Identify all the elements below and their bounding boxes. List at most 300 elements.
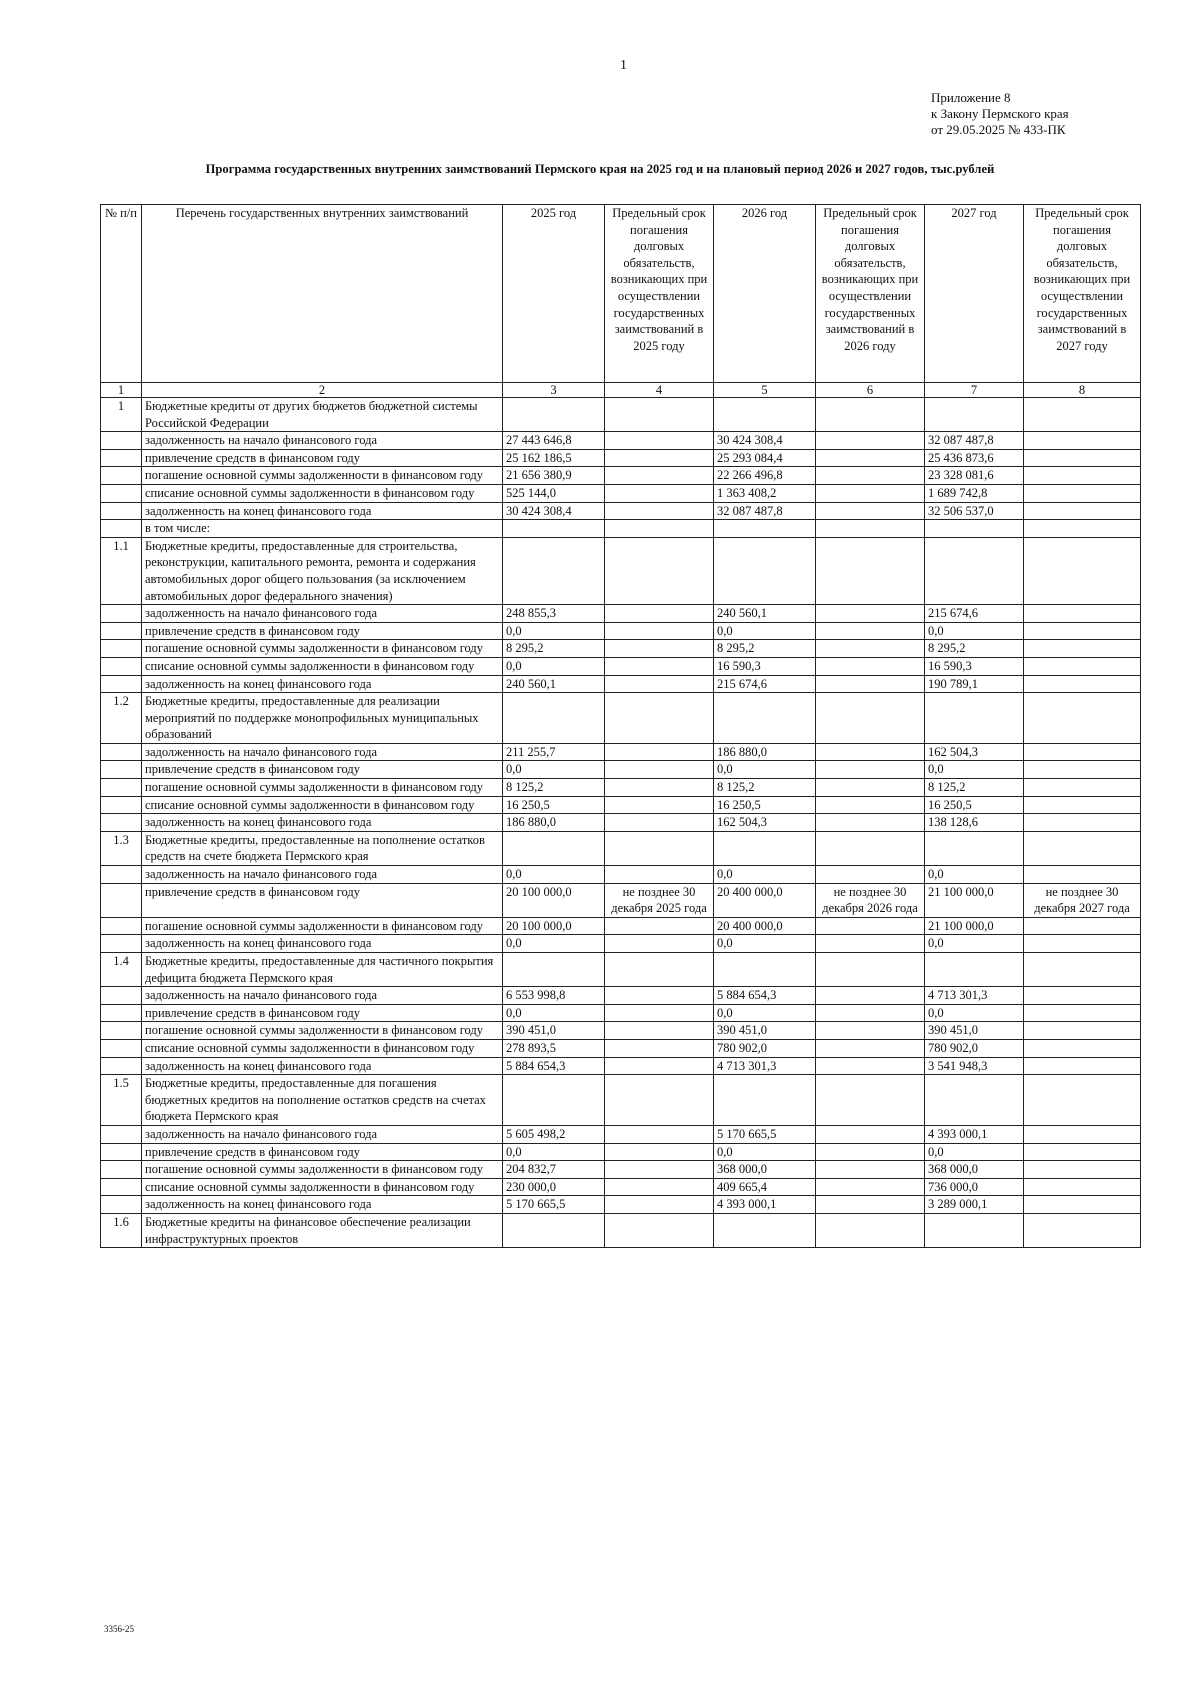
table-row <box>101 398 1141 432</box>
table-row <box>101 1057 1141 1075</box>
table-row <box>101 779 1141 797</box>
term-2026 <box>816 398 925 432</box>
table-row <box>101 1143 1141 1161</box>
row-number <box>101 467 142 485</box>
term-2026 <box>816 814 925 832</box>
header-cell-2025: 2025 год <box>503 205 605 383</box>
term-2025 <box>605 1143 714 1161</box>
row-name: Бюджетные кредиты от других бюджетов бюджетной системы Российской Федерации <box>142 398 503 432</box>
row-name: списание основной суммы задолженности в финансовом году <box>142 1178 503 1196</box>
borrowing-program-table <box>100 204 1141 1248</box>
value-2026: 162 504,3 <box>714 814 816 832</box>
row-number: 1.6 <box>101 1213 142 1247</box>
table-row <box>101 432 1141 450</box>
value-2026 <box>714 1213 816 1247</box>
value-2025: 30 424 308,4 <box>503 502 605 520</box>
row-number <box>101 484 142 502</box>
term-2027 <box>1024 1125 1141 1143</box>
appendix-line-2: к Закону Пермского края <box>931 106 1069 121</box>
value-2026: 25 293 084,4 <box>714 449 816 467</box>
term-2027 <box>1024 987 1141 1005</box>
column-number: 3 <box>503 383 605 398</box>
term-2027 <box>1024 796 1141 814</box>
value-2025: 6 553 998,8 <box>503 987 605 1005</box>
header-cell-num: № п/п <box>101 205 142 383</box>
value-2026: 22 266 496,8 <box>714 467 816 485</box>
table-row <box>101 484 1141 502</box>
term-2025 <box>605 1125 714 1143</box>
term-2026 <box>816 935 925 953</box>
row-number <box>101 675 142 693</box>
value-2026 <box>714 693 816 744</box>
row-name: привлечение средств в финансовом году <box>142 761 503 779</box>
row-name: погашение основной суммы задолженности в финансовом году <box>142 640 503 658</box>
value-2025: 204 832,7 <box>503 1161 605 1179</box>
term-2027 <box>1024 640 1141 658</box>
value-2027 <box>925 520 1024 538</box>
row-name: задолженность на конец финансового года <box>142 935 503 953</box>
term-2025 <box>605 1178 714 1196</box>
row-name: погашение основной суммы задолженности в финансовом году <box>142 1022 503 1040</box>
row-name: погашение основной суммы задолженности в финансовом году <box>142 467 503 485</box>
term-2026 <box>816 520 925 538</box>
row-number: 1.3 <box>101 831 142 865</box>
value-2027 <box>925 953 1024 987</box>
term-2025 <box>605 432 714 450</box>
term-2025 <box>605 743 714 761</box>
row-name: привлечение средств в финансовом году <box>142 1143 503 1161</box>
term-2027 <box>1024 1213 1141 1247</box>
table-row <box>101 883 1141 917</box>
term-2025 <box>605 831 714 865</box>
row-number <box>101 520 142 538</box>
value-2025: 5 170 665,5 <box>503 1196 605 1214</box>
term-2027 <box>1024 1196 1141 1214</box>
table-row <box>101 1213 1141 1247</box>
row-number <box>101 883 142 917</box>
value-2026: 215 674,6 <box>714 675 816 693</box>
term-2027 <box>1024 917 1141 935</box>
header-cell-name: Перечень государственных внутренних заимствований <box>142 205 503 383</box>
term-2027 <box>1024 935 1141 953</box>
value-2027: 162 504,3 <box>925 743 1024 761</box>
term-2026 <box>816 432 925 450</box>
term-2027 <box>1024 1143 1141 1161</box>
row-number: 1.2 <box>101 693 142 744</box>
term-2026 <box>816 779 925 797</box>
row-name: задолженность на конец финансового года <box>142 814 503 832</box>
term-2026 <box>816 640 925 658</box>
row-name: задолженность на конец финансового года <box>142 1196 503 1214</box>
value-2026: 5 884 654,3 <box>714 987 816 1005</box>
term-2026 <box>816 657 925 675</box>
row-name: списание основной суммы задолженности в финансовом году <box>142 484 503 502</box>
value-2025: 5 884 654,3 <box>503 1057 605 1075</box>
term-2025 <box>605 761 714 779</box>
term-2025 <box>605 484 714 502</box>
term-2027 <box>1024 467 1141 485</box>
value-2026: 20 400 000,0 <box>714 883 816 917</box>
value-2025: 0,0 <box>503 935 605 953</box>
value-2026: 1 363 408,2 <box>714 484 816 502</box>
term-2027 <box>1024 1022 1141 1040</box>
term-2027 <box>1024 953 1141 987</box>
term-2025 <box>605 622 714 640</box>
value-2027: 0,0 <box>925 761 1024 779</box>
row-number <box>101 432 142 450</box>
value-2027: 138 128,6 <box>925 814 1024 832</box>
row-number <box>101 987 142 1005</box>
term-2026 <box>816 1004 925 1022</box>
row-number <box>101 743 142 761</box>
term-2025 <box>605 675 714 693</box>
value-2027 <box>925 1075 1024 1126</box>
value-2026: 0,0 <box>714 1143 816 1161</box>
value-2025 <box>503 1213 605 1247</box>
value-2027: 3 289 000,1 <box>925 1196 1024 1214</box>
term-2026 <box>816 1161 925 1179</box>
table-row <box>101 866 1141 884</box>
row-number <box>101 1004 142 1022</box>
term-2027 <box>1024 622 1141 640</box>
row-number <box>101 640 142 658</box>
term-2027 <box>1024 1161 1141 1179</box>
column-number: 5 <box>714 383 816 398</box>
row-number <box>101 1057 142 1075</box>
value-2025: 0,0 <box>503 1143 605 1161</box>
term-2027 <box>1024 1057 1141 1075</box>
term-2025 <box>605 935 714 953</box>
row-number <box>101 449 142 467</box>
value-2026: 240 560,1 <box>714 605 816 623</box>
value-2026 <box>714 398 816 432</box>
value-2026: 186 880,0 <box>714 743 816 761</box>
value-2027: 32 506 537,0 <box>925 502 1024 520</box>
table-row <box>101 987 1141 1005</box>
row-number <box>101 1178 142 1196</box>
table-row <box>101 1004 1141 1022</box>
value-2027: 16 590,3 <box>925 657 1024 675</box>
term-2027 <box>1024 502 1141 520</box>
value-2025: 390 451,0 <box>503 1022 605 1040</box>
table-row <box>101 502 1141 520</box>
header-cell-2027: 2027 год <box>925 205 1024 383</box>
table-row <box>101 520 1141 538</box>
value-2025: 8 295,2 <box>503 640 605 658</box>
term-2026 <box>816 866 925 884</box>
row-name: задолженность на начало финансового года <box>142 743 503 761</box>
table-row <box>101 1161 1141 1179</box>
value-2026: 8 295,2 <box>714 640 816 658</box>
term-2025 <box>605 1004 714 1022</box>
value-2027: 8 295,2 <box>925 640 1024 658</box>
term-2027 <box>1024 520 1141 538</box>
term-2025 <box>605 796 714 814</box>
value-2027: 25 436 873,6 <box>925 449 1024 467</box>
row-name: привлечение средств в финансовом году <box>142 622 503 640</box>
value-2025: 0,0 <box>503 761 605 779</box>
term-2025 <box>605 1039 714 1057</box>
term-2027 <box>1024 657 1141 675</box>
row-number <box>101 502 142 520</box>
row-number <box>101 917 142 935</box>
value-2025 <box>503 693 605 744</box>
row-name: Бюджетные кредиты, предоставленные для строительства, реконструкции, капитального ремонта, ремонта и содержания автомобильных дорог общего пользования (за исключением автомобильных дорог федерального значения) <box>142 537 503 604</box>
value-2026: 32 087 487,8 <box>714 502 816 520</box>
term-2027 <box>1024 1075 1141 1126</box>
row-number <box>101 761 142 779</box>
term-2027 <box>1024 866 1141 884</box>
row-name: списание основной суммы задолженности в финансовом году <box>142 796 503 814</box>
header-cell-2026: 2026 год <box>714 205 816 383</box>
column-number: 4 <box>605 383 714 398</box>
term-2025: не позднее 30 декабря 2025 года <box>605 883 714 917</box>
table-row <box>101 675 1141 693</box>
value-2025: 278 893,5 <box>503 1039 605 1057</box>
term-2027 <box>1024 743 1141 761</box>
header-cell-term-2025: Предельный срок погашения долговых обязательств, возникающих при осуществлении государственных заимствований в 2025 году <box>605 205 714 383</box>
value-2026: 780 902,0 <box>714 1039 816 1057</box>
row-name: в том числе: <box>142 520 503 538</box>
term-2025 <box>605 657 714 675</box>
value-2025: 0,0 <box>503 657 605 675</box>
row-name: списание основной суммы задолженности в финансовом году <box>142 657 503 675</box>
value-2026: 4 393 000,1 <box>714 1196 816 1214</box>
term-2025 <box>605 520 714 538</box>
value-2027: 8 125,2 <box>925 779 1024 797</box>
value-2026: 16 590,3 <box>714 657 816 675</box>
term-2025 <box>605 640 714 658</box>
row-number: 1.4 <box>101 953 142 987</box>
row-name: задолженность на конец финансового года <box>142 1057 503 1075</box>
term-2026 <box>816 502 925 520</box>
row-number: 1.5 <box>101 1075 142 1126</box>
value-2025: 240 560,1 <box>503 675 605 693</box>
row-number <box>101 622 142 640</box>
value-2025: 186 880,0 <box>503 814 605 832</box>
value-2026: 20 400 000,0 <box>714 917 816 935</box>
value-2027: 0,0 <box>925 1143 1024 1161</box>
value-2026: 0,0 <box>714 866 816 884</box>
term-2026 <box>816 1213 925 1247</box>
value-2026: 390 451,0 <box>714 1022 816 1040</box>
row-number <box>101 605 142 623</box>
value-2027: 21 100 000,0 <box>925 883 1024 917</box>
term-2025 <box>605 449 714 467</box>
row-number <box>101 1125 142 1143</box>
value-2026: 368 000,0 <box>714 1161 816 1179</box>
table-header-row <box>101 205 1141 383</box>
table-row <box>101 796 1141 814</box>
term-2027 <box>1024 449 1141 467</box>
term-2027 <box>1024 814 1141 832</box>
row-name: погашение основной суммы задолженности в финансовом году <box>142 1161 503 1179</box>
value-2025: 8 125,2 <box>503 779 605 797</box>
value-2027: 0,0 <box>925 866 1024 884</box>
value-2027 <box>925 537 1024 604</box>
term-2025 <box>605 953 714 987</box>
term-2027 <box>1024 432 1141 450</box>
row-name: списание основной суммы задолженности в финансовом году <box>142 1039 503 1057</box>
value-2027 <box>925 693 1024 744</box>
value-2025 <box>503 831 605 865</box>
table-row <box>101 537 1141 604</box>
row-number <box>101 814 142 832</box>
row-number <box>101 866 142 884</box>
value-2027: 23 328 081,6 <box>925 467 1024 485</box>
row-name: погашение основной суммы задолженности в финансовом году <box>142 779 503 797</box>
row-number <box>101 779 142 797</box>
term-2025 <box>605 1075 714 1126</box>
term-2026 <box>816 1022 925 1040</box>
value-2027: 4 393 000,1 <box>925 1125 1024 1143</box>
table-row <box>101 1039 1141 1057</box>
column-number-row <box>101 383 1141 398</box>
term-2027 <box>1024 761 1141 779</box>
value-2027 <box>925 831 1024 865</box>
term-2027 <box>1024 779 1141 797</box>
term-2026 <box>816 693 925 744</box>
value-2026: 16 250,5 <box>714 796 816 814</box>
row-number <box>101 1196 142 1214</box>
value-2026 <box>714 537 816 604</box>
row-name: задолженность на начало финансового года <box>142 432 503 450</box>
row-number <box>101 1161 142 1179</box>
value-2026: 0,0 <box>714 761 816 779</box>
value-2027: 1 689 742,8 <box>925 484 1024 502</box>
term-2026 <box>816 1143 925 1161</box>
value-2025: 230 000,0 <box>503 1178 605 1196</box>
value-2025 <box>503 520 605 538</box>
term-2026 <box>816 449 925 467</box>
term-2027 <box>1024 831 1141 865</box>
table-row <box>101 693 1141 744</box>
term-2027 <box>1024 398 1141 432</box>
row-name: Бюджетные кредиты, предоставленные для реализации мероприятий по поддержке монопрофильных муниципальных образований <box>142 693 503 744</box>
table-row <box>101 743 1141 761</box>
row-name: Бюджетные кредиты, предоставленные на пополнение остатков средств на счете бюджета Пермского края <box>142 831 503 865</box>
term-2026 <box>816 1039 925 1057</box>
value-2026: 0,0 <box>714 935 816 953</box>
term-2026 <box>816 831 925 865</box>
value-2026: 30 424 308,4 <box>714 432 816 450</box>
value-2025 <box>503 953 605 987</box>
term-2025 <box>605 467 714 485</box>
term-2025 <box>605 917 714 935</box>
term-2026 <box>816 467 925 485</box>
row-number: 1 <box>101 398 142 432</box>
value-2027: 3 541 948,3 <box>925 1057 1024 1075</box>
footer-document-code: 3356-25 <box>104 1624 134 1634</box>
term-2026 <box>816 1075 925 1126</box>
value-2025: 16 250,5 <box>503 796 605 814</box>
value-2026: 8 125,2 <box>714 779 816 797</box>
header-cell-term-2027: Предельный срок погашения долговых обязательств, возникающих при осуществлении государственных заимствований в 2027 году <box>1024 205 1141 383</box>
table-row <box>101 657 1141 675</box>
value-2027: 215 674,6 <box>925 605 1024 623</box>
value-2026 <box>714 520 816 538</box>
value-2027: 368 000,0 <box>925 1161 1024 1179</box>
term-2026 <box>816 761 925 779</box>
row-name: задолженность на начало финансового года <box>142 1125 503 1143</box>
value-2025: 0,0 <box>503 866 605 884</box>
column-number: 2 <box>142 383 503 398</box>
table-row <box>101 953 1141 987</box>
value-2027: 390 451,0 <box>925 1022 1024 1040</box>
value-2025: 525 144,0 <box>503 484 605 502</box>
value-2026 <box>714 953 816 987</box>
value-2025: 211 255,7 <box>503 743 605 761</box>
value-2025: 248 855,3 <box>503 605 605 623</box>
table-row <box>101 640 1141 658</box>
term-2025 <box>605 1161 714 1179</box>
value-2026: 0,0 <box>714 1004 816 1022</box>
value-2025 <box>503 1075 605 1126</box>
term-2025 <box>605 398 714 432</box>
value-2026 <box>714 831 816 865</box>
value-2027: 0,0 <box>925 935 1024 953</box>
table-row <box>101 449 1141 467</box>
term-2027 <box>1024 1178 1141 1196</box>
appendix-block <box>931 90 1069 138</box>
value-2027: 4 713 301,3 <box>925 987 1024 1005</box>
row-name: привлечение средств в финансовом году <box>142 449 503 467</box>
value-2027: 21 100 000,0 <box>925 917 1024 935</box>
table-row <box>101 935 1141 953</box>
term-2026 <box>816 484 925 502</box>
term-2026: не позднее 30 декабря 2026 года <box>816 883 925 917</box>
term-2027 <box>1024 1004 1141 1022</box>
value-2027: 16 250,5 <box>925 796 1024 814</box>
term-2026 <box>816 796 925 814</box>
row-name: задолженность на начало финансового года <box>142 987 503 1005</box>
column-number: 7 <box>925 383 1024 398</box>
table-row <box>101 622 1141 640</box>
term-2025 <box>605 814 714 832</box>
term-2025 <box>605 1213 714 1247</box>
term-2027 <box>1024 484 1141 502</box>
value-2025: 25 162 186,5 <box>503 449 605 467</box>
value-2027: 0,0 <box>925 1004 1024 1022</box>
row-number <box>101 1039 142 1057</box>
row-number <box>101 657 142 675</box>
term-2026 <box>816 622 925 640</box>
value-2027: 190 789,1 <box>925 675 1024 693</box>
row-number <box>101 1143 142 1161</box>
value-2025: 20 100 000,0 <box>503 917 605 935</box>
term-2026 <box>816 675 925 693</box>
term-2025 <box>605 987 714 1005</box>
value-2027: 736 000,0 <box>925 1178 1024 1196</box>
value-2025: 0,0 <box>503 1004 605 1022</box>
value-2025: 0,0 <box>503 622 605 640</box>
header-cell-term-2026: Предельный срок погашения долговых обязательств, возникающих при осуществлении государственных заимствований в 2026 году <box>816 205 925 383</box>
table-row <box>101 1178 1141 1196</box>
value-2027 <box>925 1213 1024 1247</box>
term-2026 <box>816 1196 925 1214</box>
term-2026 <box>816 1178 925 1196</box>
value-2025: 21 656 380,9 <box>503 467 605 485</box>
value-2026: 0,0 <box>714 622 816 640</box>
row-name: Бюджетные кредиты на финансовое обеспечение реализации инфраструктурных проектов <box>142 1213 503 1247</box>
term-2027: не позднее 30 декабря 2027 года <box>1024 883 1141 917</box>
row-name: погашение основной суммы задолженности в финансовом году <box>142 917 503 935</box>
row-name: Бюджетные кредиты, предоставленные для частичного покрытия дефицита бюджета Пермского края <box>142 953 503 987</box>
document-title: Программа государственных внутренних заимствований Пермского края на 2025 год и на плановый период 2026 и 2027 годов, тыс.рублей <box>205 162 995 176</box>
column-number: 6 <box>816 383 925 398</box>
table-row <box>101 814 1141 832</box>
row-name: Бюджетные кредиты, предоставленные для погашения бюджетных кредитов на пополнение остатков средств на счетах бюджета Пермского края <box>142 1075 503 1126</box>
